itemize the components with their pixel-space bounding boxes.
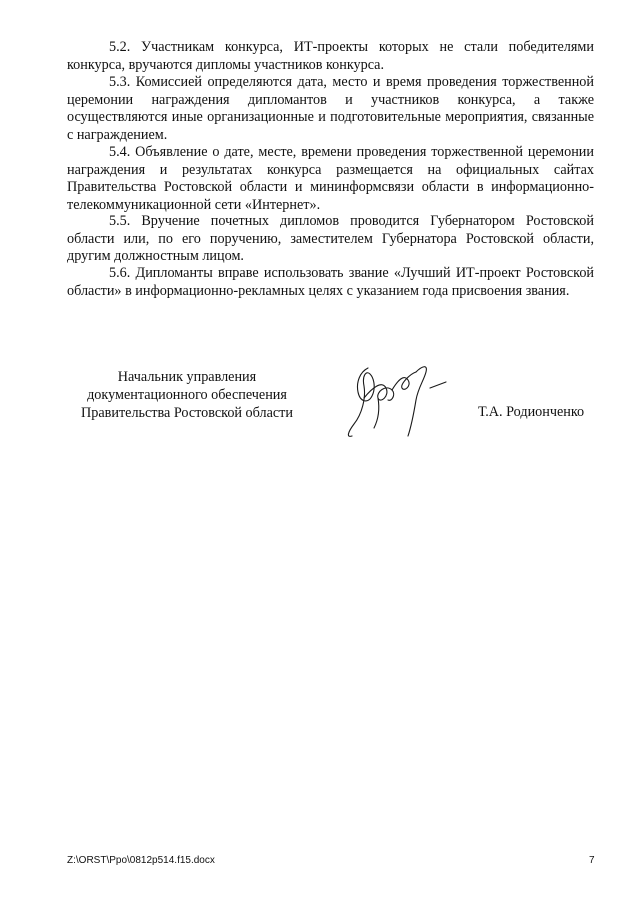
signatory-position <box>67 368 307 422</box>
paragraph-5-5: 5.5. Вручение почетных дипломов проводится Губернатором Ростовской области или, по его поручению, заместителем Губернатора Ростовской области, другим должностным лицом. <box>67 213 594 264</box>
position-line-1: Начальник управления <box>117 369 257 385</box>
page-number: 7 <box>589 855 595 866</box>
signatory-name: Т.А. Родионченко <box>478 404 585 420</box>
footer-file-path: Z:\ORST\Ppo\0812p514.f15.docx <box>67 855 215 866</box>
paragraph-5-4: 5.4. Объявление о дате, месте, времени проведения торжественной церемонии награждения и результатах конкурса размещается на официальных сайтах Правительства Ростовской области и мининформсвязи области в информационно-телекоммуникационной сети «Интернет». <box>67 144 594 213</box>
handwritten-signature <box>338 358 458 448</box>
paragraph-5-2: 5.2. Участникам конкурса, ИТ-проекты которых не стали победителями конкурса, вручаются дипломы участников конкурса. <box>67 39 594 73</box>
position-line-3: Правительства Ростовской области <box>81 405 293 421</box>
paragraph-5-6: 5.6. Дипломанты вправе использовать звание «Лучший ИТ-проект Ростовской области» в информационно-рекламных целях с указанием года присвоения звания. <box>67 265 594 299</box>
position-line-2: документационного обеспечения <box>87 387 287 403</box>
paragraph-5-3: 5.3. Комиссией определяются дата, место и время проведения торжественной церемонии награждения дипломантов и участников конкурса, а также осуществляются иные организационные и подготовительные мероприятия, связанные с награждением. <box>67 74 594 143</box>
